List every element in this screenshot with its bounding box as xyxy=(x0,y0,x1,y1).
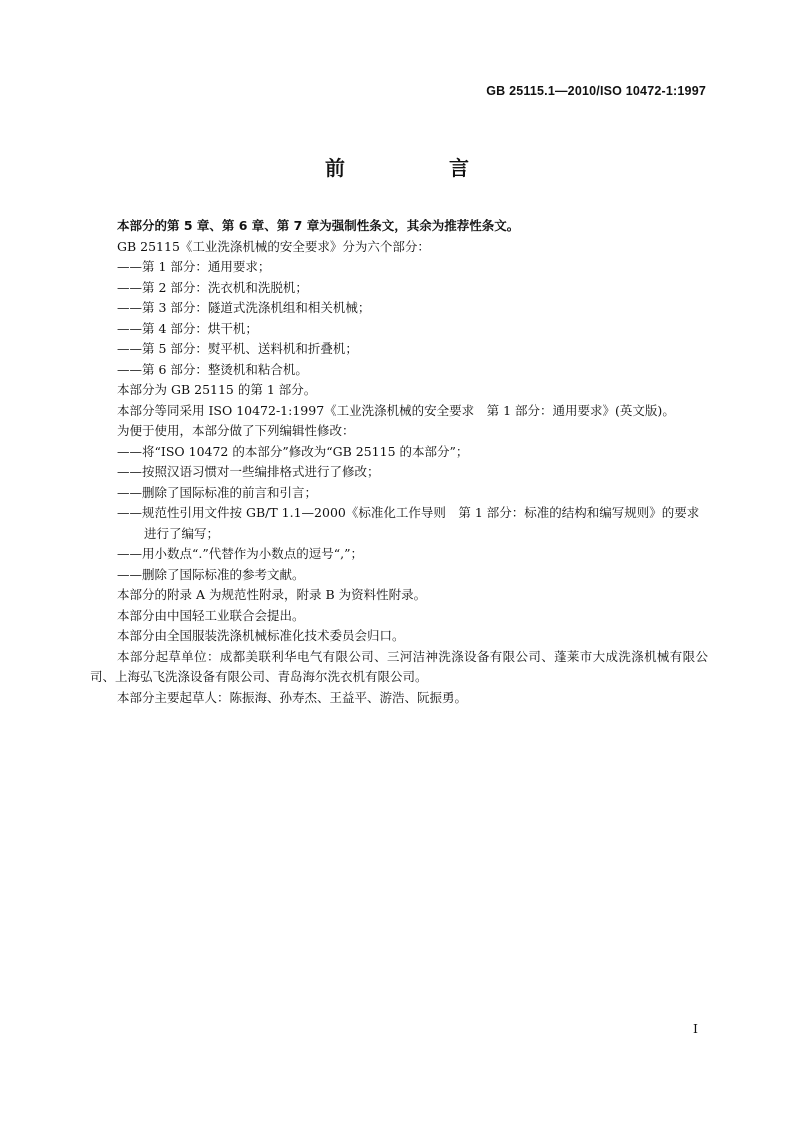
paragraph-adoption: 本部分等同采用 ISO 10472-1:1997《工业洗涤机械的安全要求 第 1 部分：通用要求》(英文版)。 xyxy=(117,402,675,418)
page-title: 前 言 xyxy=(325,156,511,180)
paragraph-proposed-by: 本部分由中国轻工业联合会提出。 xyxy=(117,607,305,623)
list-item-change-2: ——按照汉语习惯对一些编排格式进行了修改； xyxy=(117,464,380,479)
paragraph-administered-by: 本部分由全国服装洗涤机械标准化技术委员会归口。 xyxy=(117,628,405,643)
list-item-part-3: ——第 3 部分：隧道式洗涤机组和相关机械； xyxy=(117,300,371,315)
list-item-part-2: ——第 2 部分：洗衣机和洗脱机； xyxy=(117,279,308,295)
list-item-change-6: ——删除了国际标准的参考文献。 xyxy=(117,566,305,582)
list-item-change-1: ——将“ISO 10472 的本部分”修改为“GB 25115 的本部分”； xyxy=(117,443,469,459)
mandatory-clauses-statement: 本部分的第 5 章、第 6 章、第 7 章为强制性条文，其余为推荐性条文。 xyxy=(117,218,520,233)
list-item-part-6: ——第 6 部分：整烫机和粘合机。 xyxy=(117,361,308,377)
page-number: I xyxy=(693,1021,698,1036)
list-item-part-1: ——第 1 部分：通用要求； xyxy=(117,259,271,274)
paragraph-parts-overview: GB 25115《工业洗涤机械的安全要求》分为六个部分： xyxy=(117,238,430,254)
paragraph-drafting-units: 本部分起草单位：成都美联利华电气有限公司、三河洁神洗涤设备有限公司、蓬莱市大成洗涤机械有限公司、上海弘飞洗涤设备有限公司、青岛海尔洗衣机有限公司。 xyxy=(90,648,708,684)
paragraph-drafters: 本部分主要起草人：陈振海、孙寿杰、王益平、游浩、阮振勇。 xyxy=(117,689,468,705)
paragraph-annexes: 本部分的附录 A 为规范性附录，附录 B 为资料性附录。 xyxy=(117,587,427,602)
list-item-part-5: ——第 5 部分：熨平机、送料机和折叠机； xyxy=(117,341,358,356)
standard-code: GB 25115.1—2010/ISO 10472-1:1997 xyxy=(486,84,706,98)
list-item-part-4: ——第 4 部分：烘干机； xyxy=(117,320,258,336)
list-item-change-4: ——规范性引用文件按 GB/T 1.1—2000《标准化工作导则 第 1 部分：标准的结构和编写规则》的要求进行了编写； xyxy=(117,505,700,541)
list-item-change-3: ——删除了国际标准的前言和引言； xyxy=(117,484,318,500)
foreword-body xyxy=(90,216,708,708)
paragraph-part-number: 本部分为 GB 25115 的第 1 部分。 xyxy=(117,382,317,397)
list-item-change-5: ——用小数点“.”代替作为小数点的逗号“,”； xyxy=(117,546,364,561)
paragraph-editorial-changes: 为便于使用，本部分做了下列编辑性修改： xyxy=(117,423,355,438)
